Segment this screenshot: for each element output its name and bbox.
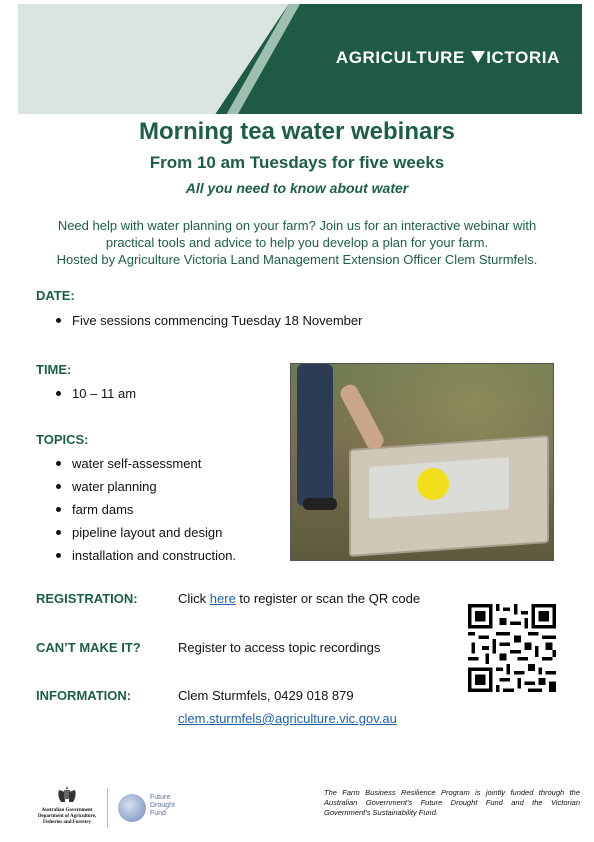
date-list [56, 312, 362, 335]
qr-code-graphic [468, 604, 556, 692]
fdf-circle-icon [118, 794, 146, 822]
funding-fine-print: The Farm Business Resilience Program is jointly funded through the Australian Government's Future Drought Fund and the Victorian Government's Sustainability Fund. [324, 788, 580, 817]
list-item: pipeline layout and design [56, 524, 236, 547]
registration-post: to register or scan the QR code [235, 591, 421, 606]
list-item: farm dams [56, 501, 236, 524]
intro-line-2: practical tools and advice to help you develop a plan for your farm. [105, 235, 489, 250]
date-heading: DATE: [36, 288, 75, 303]
page-title: Morning tea water webinars [138, 118, 456, 145]
page-tagline: All you need to know about water [185, 180, 409, 196]
intro-line-1: Need help with water planning on your farm? Join us for an interactive webinar with [57, 218, 537, 233]
intro-line-3: Hosted by Agriculture Victoria Land Management Extension Officer Clem Sturmfels. [56, 252, 538, 267]
footer-divider [107, 788, 108, 828]
coat-of-arms-icon [55, 786, 79, 806]
australian-government-logo [36, 786, 98, 826]
photo-person-shoe [303, 498, 337, 510]
list-item: installation and construction. [56, 547, 236, 570]
cant-make-it-label: CAN’T MAKE IT? [36, 640, 141, 655]
list-item: water self-assessment [56, 455, 236, 478]
water-trough-photo [290, 363, 554, 561]
photo-person-leg [297, 364, 333, 506]
fdf-line-1: Future [150, 794, 171, 801]
email-link[interactable]: clem.sturmfels@agriculture.vic.gov.au [178, 711, 397, 726]
page-subtitle: From 10 am Tuesdays for five weeks [149, 153, 445, 172]
information-contact: Clem Sturmfels, 0429 018 879 [178, 688, 354, 703]
registration-pre: Click [178, 591, 210, 606]
list-item: Five sessions commencing Tuesday 18 November [56, 312, 362, 335]
logo-text-right: ICTORIA [486, 48, 560, 67]
agriculture-victoria-logo [336, 48, 560, 68]
logo-text-left: AGRICULTURE [335, 48, 465, 67]
logo-v-triangle-icon [471, 51, 485, 63]
gov-line-1: Australian Government [41, 808, 93, 813]
cant-make-it-text: Register to access topic recordings [178, 640, 381, 655]
information-label: INFORMATION: [36, 688, 132, 703]
qr-code-icon[interactable] [468, 604, 556, 692]
gov-line-3: Fisheries and Forestry [43, 820, 91, 825]
information-email-wrap [178, 711, 397, 726]
photo-float-ball [417, 468, 449, 500]
registration-text [178, 591, 420, 606]
fdf-line-3: Fund [150, 810, 166, 817]
time-heading: TIME: [36, 362, 72, 377]
register-link[interactable]: here [209, 591, 236, 606]
gov-line-2: Department of Agriculture, [37, 814, 97, 819]
time-list [56, 385, 136, 408]
intro-paragraph [20, 217, 574, 268]
list-item: 10 – 11 am [56, 385, 136, 408]
fdf-text [150, 794, 210, 818]
fdf-line-2: Drought [150, 802, 175, 809]
header-banner [18, 4, 582, 114]
list-item: water planning [56, 478, 236, 501]
topics-heading: TOPICS: [36, 432, 89, 447]
topics-list [56, 455, 236, 570]
registration-label: REGISTRATION: [36, 591, 138, 606]
